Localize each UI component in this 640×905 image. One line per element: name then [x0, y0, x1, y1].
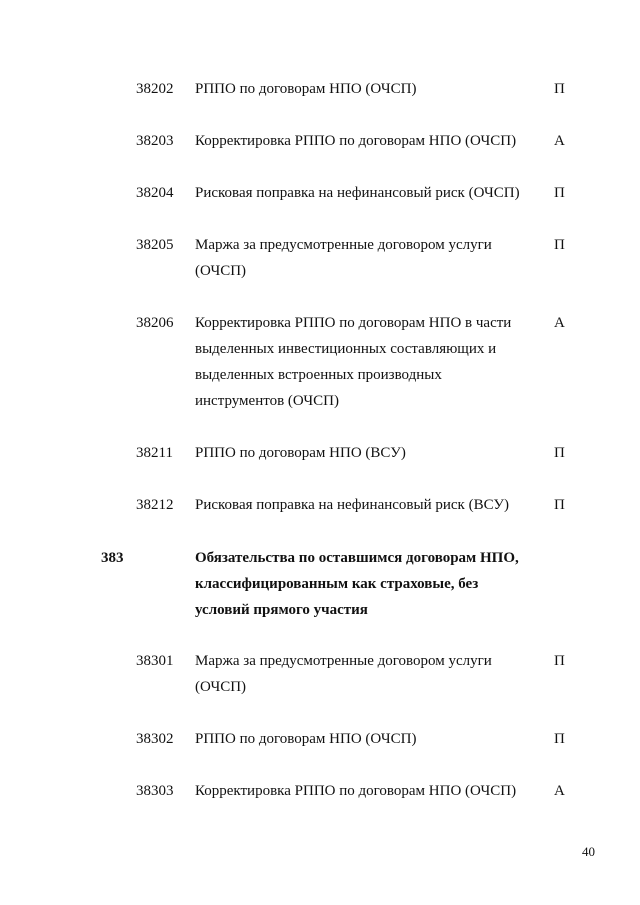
account-type: А [554, 133, 565, 149]
section-title-line: Обязательства по оставшимся договорам НПО, [195, 550, 519, 566]
description-line: Маржа за предусмотренные договором услуги [195, 653, 492, 669]
section-title [195, 545, 545, 623]
account-code: 38204 [136, 185, 174, 201]
description-line: РППО по договорам НПО (ОЧСП) [195, 731, 417, 747]
account-type: П [554, 497, 565, 513]
account-description [195, 76, 540, 102]
account-description [195, 310, 540, 414]
account-type: П [554, 445, 565, 461]
account-code: 38205 [136, 237, 174, 253]
account-code: 38301 [136, 653, 174, 669]
account-description [195, 726, 540, 752]
account-type: П [554, 237, 565, 253]
description-line: инструментов (ОЧСП) [195, 393, 339, 409]
account-type: П [554, 653, 565, 669]
account-type: П [554, 731, 565, 747]
account-description [195, 648, 540, 700]
description-line: выделенных инвестиционных составляющих и [195, 341, 497, 357]
account-code: 38202 [136, 81, 174, 97]
description-line: Корректировка РППО по договорам НПО (ОЧСП) [195, 783, 517, 799]
account-code: 38303 [136, 783, 174, 799]
account-description [195, 492, 540, 518]
account-code: 38211 [136, 445, 173, 461]
account-description [195, 232, 540, 284]
section-title-line: условий прямого участия [195, 602, 368, 618]
account-description [195, 128, 540, 154]
account-code: 38206 [136, 315, 174, 331]
account-description [195, 440, 540, 466]
description-line: (ОЧСП) [195, 679, 247, 695]
description-line: Корректировка РППО по договорам НПО в части [195, 315, 512, 331]
description-line: выделенных встроенных производных [195, 367, 442, 383]
description-line: Рисковая поправка на нефинансовый риск (ВСУ) [195, 497, 510, 513]
account-code: 38203 [136, 133, 174, 149]
section-code: 383 [101, 550, 124, 566]
description-line: Корректировка РППО по договорам НПО (ОЧСП) [195, 133, 517, 149]
section-title-line: классифицированным как страховые, без [195, 576, 479, 592]
description-line: РППО по договорам НПО (ОЧСП) [195, 81, 417, 97]
account-description [195, 180, 540, 206]
account-code: 38212 [136, 497, 174, 513]
description-line: (ОЧСП) [195, 263, 247, 279]
page-number: 40 [582, 844, 595, 859]
description-line: РППО по договорам НПО (ВСУ) [195, 445, 406, 461]
account-type: П [554, 185, 565, 201]
account-type: А [554, 315, 565, 331]
account-code: 38302 [136, 731, 174, 747]
description-line: Маржа за предусмотренные договором услуги [195, 237, 492, 253]
account-type: А [554, 783, 565, 799]
account-type: П [554, 81, 565, 97]
account-description [195, 778, 540, 804]
description-line: Рисковая поправка на нефинансовый риск (ОЧСП) [195, 185, 520, 201]
